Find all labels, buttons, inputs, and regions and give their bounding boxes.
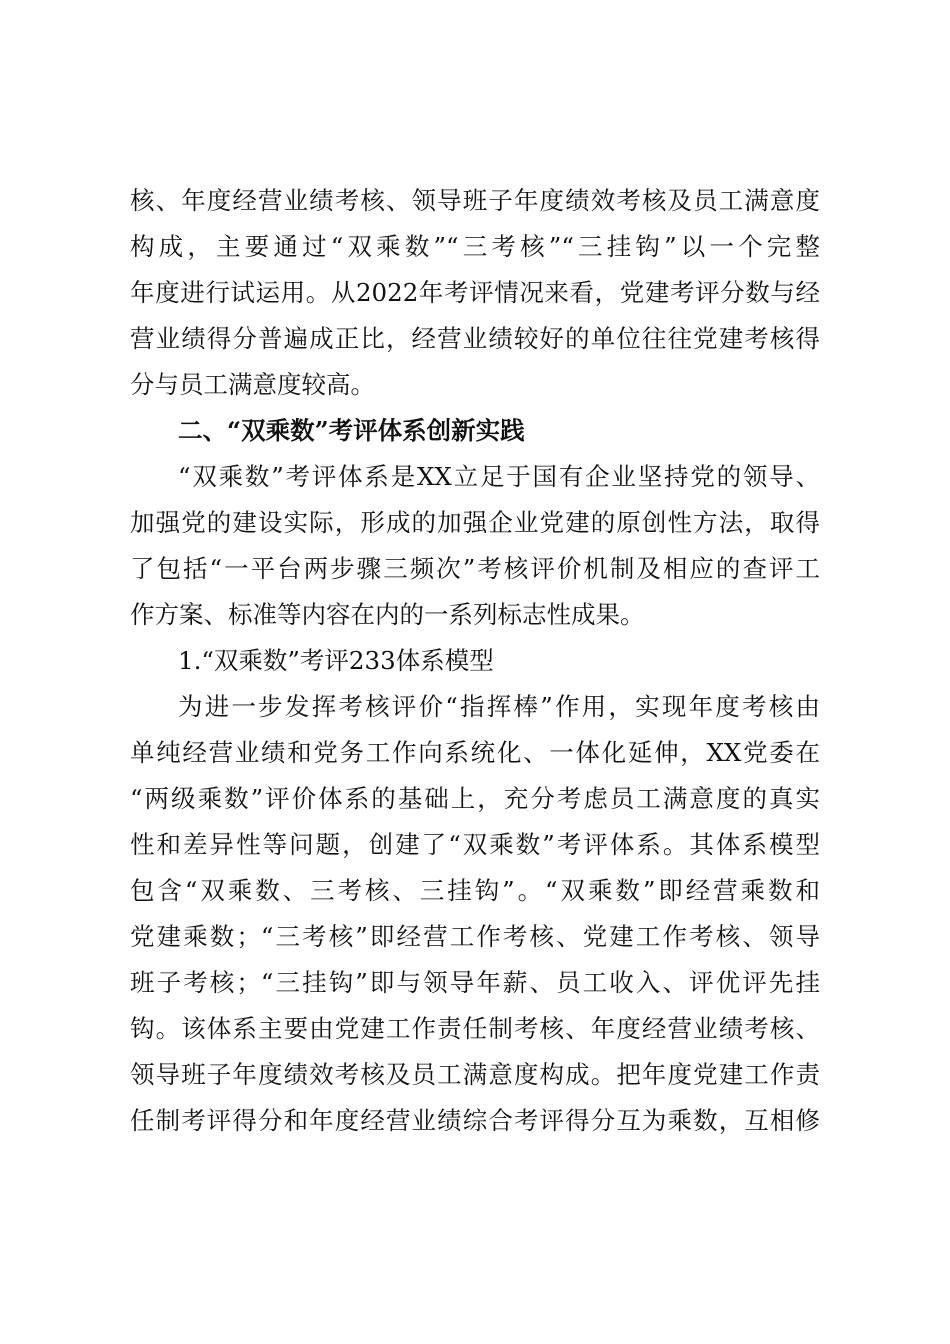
paragraph-line: 包含“双乘数、三考核、三挂钩”。“双乘数”即经营乘数和 [130, 876, 820, 905]
paragraph-line: 核、年度经营业绩考核、领导班子年度绩效考核及员工满意度 [130, 186, 820, 215]
paragraph-line: 了包括“一平台两步骤三频次”考核评价机制及相应的查评工 [130, 554, 820, 583]
paragraph-line: 分与员工满意度较高。 [130, 370, 375, 399]
paragraph-line: 作方案、标准等内容在内的一系列标志性成果。 [130, 600, 645, 629]
paragraph-line: 领导班子年度绩效考核及员工满意度构成。把年度党建工作责 [130, 1060, 820, 1089]
subsection-heading: 1.“双乘数”考评233体系模型 [178, 646, 494, 675]
section-heading: 二、“双乘数”考评体系创新实践 [178, 416, 525, 445]
paragraph-line: 钩。该体系主要由党建工作责任制考核、年度经营业绩考核、 [130, 1014, 820, 1043]
paragraph-line: 性和差异性等问题，创建了“双乘数”考评体系。其体系模型 [130, 830, 820, 859]
paragraph-line: 营业绩得分普遍成正比，经营业绩较好的单位往往党建考核得 [130, 324, 820, 353]
paragraph-line: 党建乘数；“三考核”即经营工作考核、党建工作考核、领导 [130, 922, 820, 951]
paragraph-line: “两级乘数”评价体系的基础上，充分考虑员工满意度的真实 [130, 784, 820, 813]
paragraph-line: 构成，主要通过“双乘数”“三考核”“三挂钩”以一个完整 [130, 232, 820, 261]
paragraph-line: 任制考评得分和年度经营业绩综合考评得分互为乘数，互相修 [130, 1106, 820, 1135]
paragraph-line: 年度进行试运用。从2022年考评情况来看，党建考评分数与经 [130, 278, 820, 307]
paragraph-line: 为进一步发挥考核评价“指挥棒”作用，实现年度考核由 [178, 692, 820, 721]
paragraph-line: 加强党的建设实际，形成的加强企业党建的原创性方法，取得 [130, 508, 820, 537]
paragraph-line: “双乘数”考评体系是XX立足于国有企业坚持党的领导、 [178, 462, 820, 491]
paragraph-line: 单纯经营业绩和党务工作向系统化、一体化延伸，XX党委在 [130, 738, 820, 767]
paragraph-line: 班子考核；“三挂钩”即与领导年薪、员工收入、评优评先挂 [130, 968, 820, 997]
